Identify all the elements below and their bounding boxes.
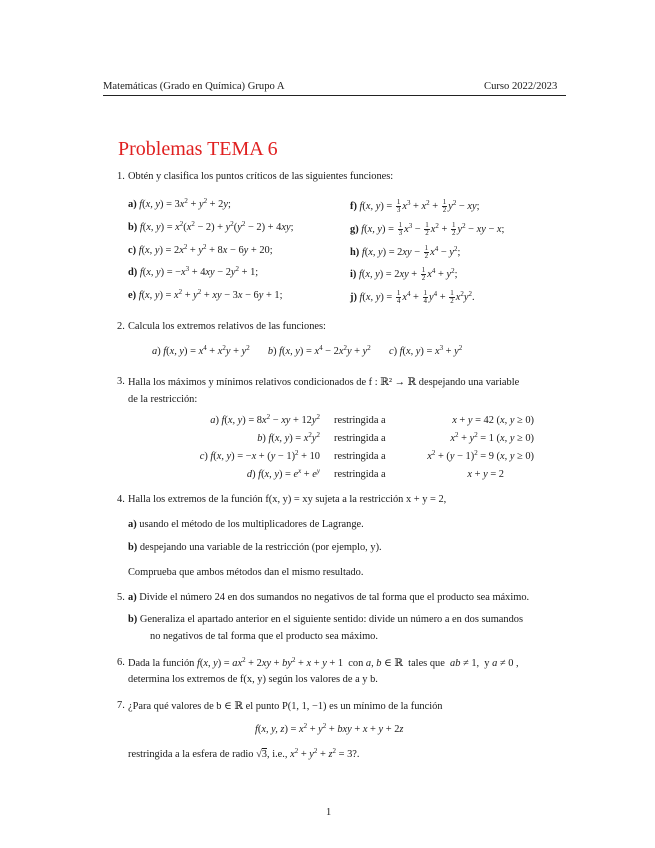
- p1-item-c: c) f(x, $y) = 2x^2 + y^2 + 8x - 6y + 20$;: [128, 243, 273, 256]
- p1-item-h: h) f(x, y) = 2xy − $\frac{1}{2}$ $x^4 - y^2$;: [350, 244, 461, 260]
- p1-item-e: e) f(x, $y) = x^2 + y^2$ + xy − 3x − 6y + 1;: [128, 288, 283, 301]
- p1-item-a: a) f(x, $y) = 3x^2 + y^2 + 2y$;: [128, 197, 231, 210]
- problem-1-text: Obtén y clasifica los puntos críticos de las siguientes funciones:: [128, 171, 394, 182]
- problem-7-text-line2: restringida a la esfera de radio √3, i.e., $x^2 + y^2 + z^2 = 3$?.: [128, 747, 360, 760]
- problem-7-number: 7.: [117, 700, 125, 711]
- problem-7-text-line1: ¿Para qué valores de b ∈ ℝ el punto P(1, 1, −1) es un mínimo de la función: [128, 701, 443, 712]
- p5-item-b: b) Generaliza el apartado anterior en el siguiente sentido: divide un número a en dos sumandos: [128, 614, 524, 625]
- header-right: Curso 2022/2023: [484, 81, 558, 92]
- table-row: c) f(x, $y) = -x + (y - 1)^2 + 10$ restringida a $x^2 + (y - 1)^2 = 9$ (x, y ≥ 0): [199, 448, 534, 462]
- table-row: b) f(x, $y) = x^2y^2$ restringida a $x^2 + y^2 = 1$ (x, y ≥ 0): [257, 430, 534, 444]
- problem-3-number: 3.: [117, 376, 125, 387]
- problem-5-number: 5.: [117, 592, 125, 603]
- problem-4-text: Halla los extremos de la función f(x, y) = xy sujeta a la restricción x + y = 2,: [128, 494, 447, 505]
- problem-2-number: 2.: [117, 321, 125, 332]
- header-left: Matemáticas (Grado en Química) Grupo A: [103, 81, 285, 92]
- table-row: a) f(x, $y) = 8x^2$ − xy + $12y^2$ restringida a x + y = 42 (x, y ≥ 0): [210, 412, 534, 426]
- p1-item-f: f) f(x, y) = $\frac{1}{3}$ $x^3 + x^2$ + $\frac{1}{2}$ $y^2$ − xy;: [350, 198, 480, 214]
- p4-item-a: a) usando el método de los multiplicadores de Lagrange.: [128, 519, 364, 530]
- problem-6-text-line2: determina los extremos de f(x, y) según los valores de a y b.: [128, 674, 378, 685]
- p1-item-j: j) f(x, y) = $\frac{1}{4}$ $x^4$ + $\frac{1}{4}$ $y^4$ + $\frac{1}{2}$ $x^2y^2$.: [350, 289, 475, 305]
- p2-functions: a) f(x, $y) = x^4 + x^2y + y^2$ b) f(x, $y) = x^4 - 2x^2y + y^2$ c) f(x, $y) = x^3 + y^2$: [152, 344, 463, 357]
- problem-3-text-line2: de la restricción:: [128, 394, 198, 405]
- problem-6-number: 6.: [117, 657, 125, 668]
- p1-item-b: b) f(x, $y) = x^2(x^2 - 2) + y^2(y^2 - 2) + 4xy$;: [128, 220, 294, 233]
- problem-2-text: Calcula los extremos relativos de las funciones:: [128, 321, 326, 332]
- page-title: Problemas TEMA 6: [118, 138, 278, 160]
- problem-1-number: 1.: [117, 171, 125, 182]
- p7-function: f(x, y, $z) = x^2 + y^2$ + bxy + x + y + 2z: [255, 722, 404, 735]
- table-row: d) f(x, $y) = e^x + e^y$ restringida a x + y = 2: [246, 466, 504, 480]
- p5-item-a: a) Divide el número 24 en dos sumandos no negativos de tal forma que el producto sea máximo.: [128, 592, 530, 603]
- p3-constraints-table: [170, 411, 540, 483]
- p1-item-g: g) f(x, y) = $\frac{1}{3}$ $x^3$ − $\frac{1}{2}$ $x^2$ + $\frac{1}{2}$ $y^2$ − xy − x;: [350, 221, 505, 237]
- p1-item-i: i) f(x, y) = 2xy + $\frac{1}{2}$ $x^4 + y^2$;: [350, 266, 458, 282]
- problem-6-text-line1: Dada la función f(x, $y) = ax^2 + 2xy + by^2 + x + y + 1$ con a, b ∈ ℝ tales que ab ≠ 1, y a ≠ 0 ,: [128, 656, 519, 669]
- page-number: 1: [326, 807, 332, 818]
- p4-note: Comprueba que ambos métodos dan el mismo resultado.: [128, 567, 364, 578]
- p5-item-b-line2: no negativos de tal forma que el producto sea máximo.: [150, 631, 378, 642]
- problem-3-text-line1: Halla los máximos y mínimos relativos condicionados de f : ℝ² → ℝ despejando una variable: [128, 377, 520, 388]
- header-divider: [103, 95, 566, 96]
- p1-item-d: d) f(x, $y) = -x^3 + 4xy - 2y^2 + 1$;: [128, 265, 259, 278]
- p4-item-b: b) despejando una variable de la restricción (por ejemplo, y).: [128, 542, 382, 553]
- problem-4-number: 4.: [117, 494, 125, 505]
